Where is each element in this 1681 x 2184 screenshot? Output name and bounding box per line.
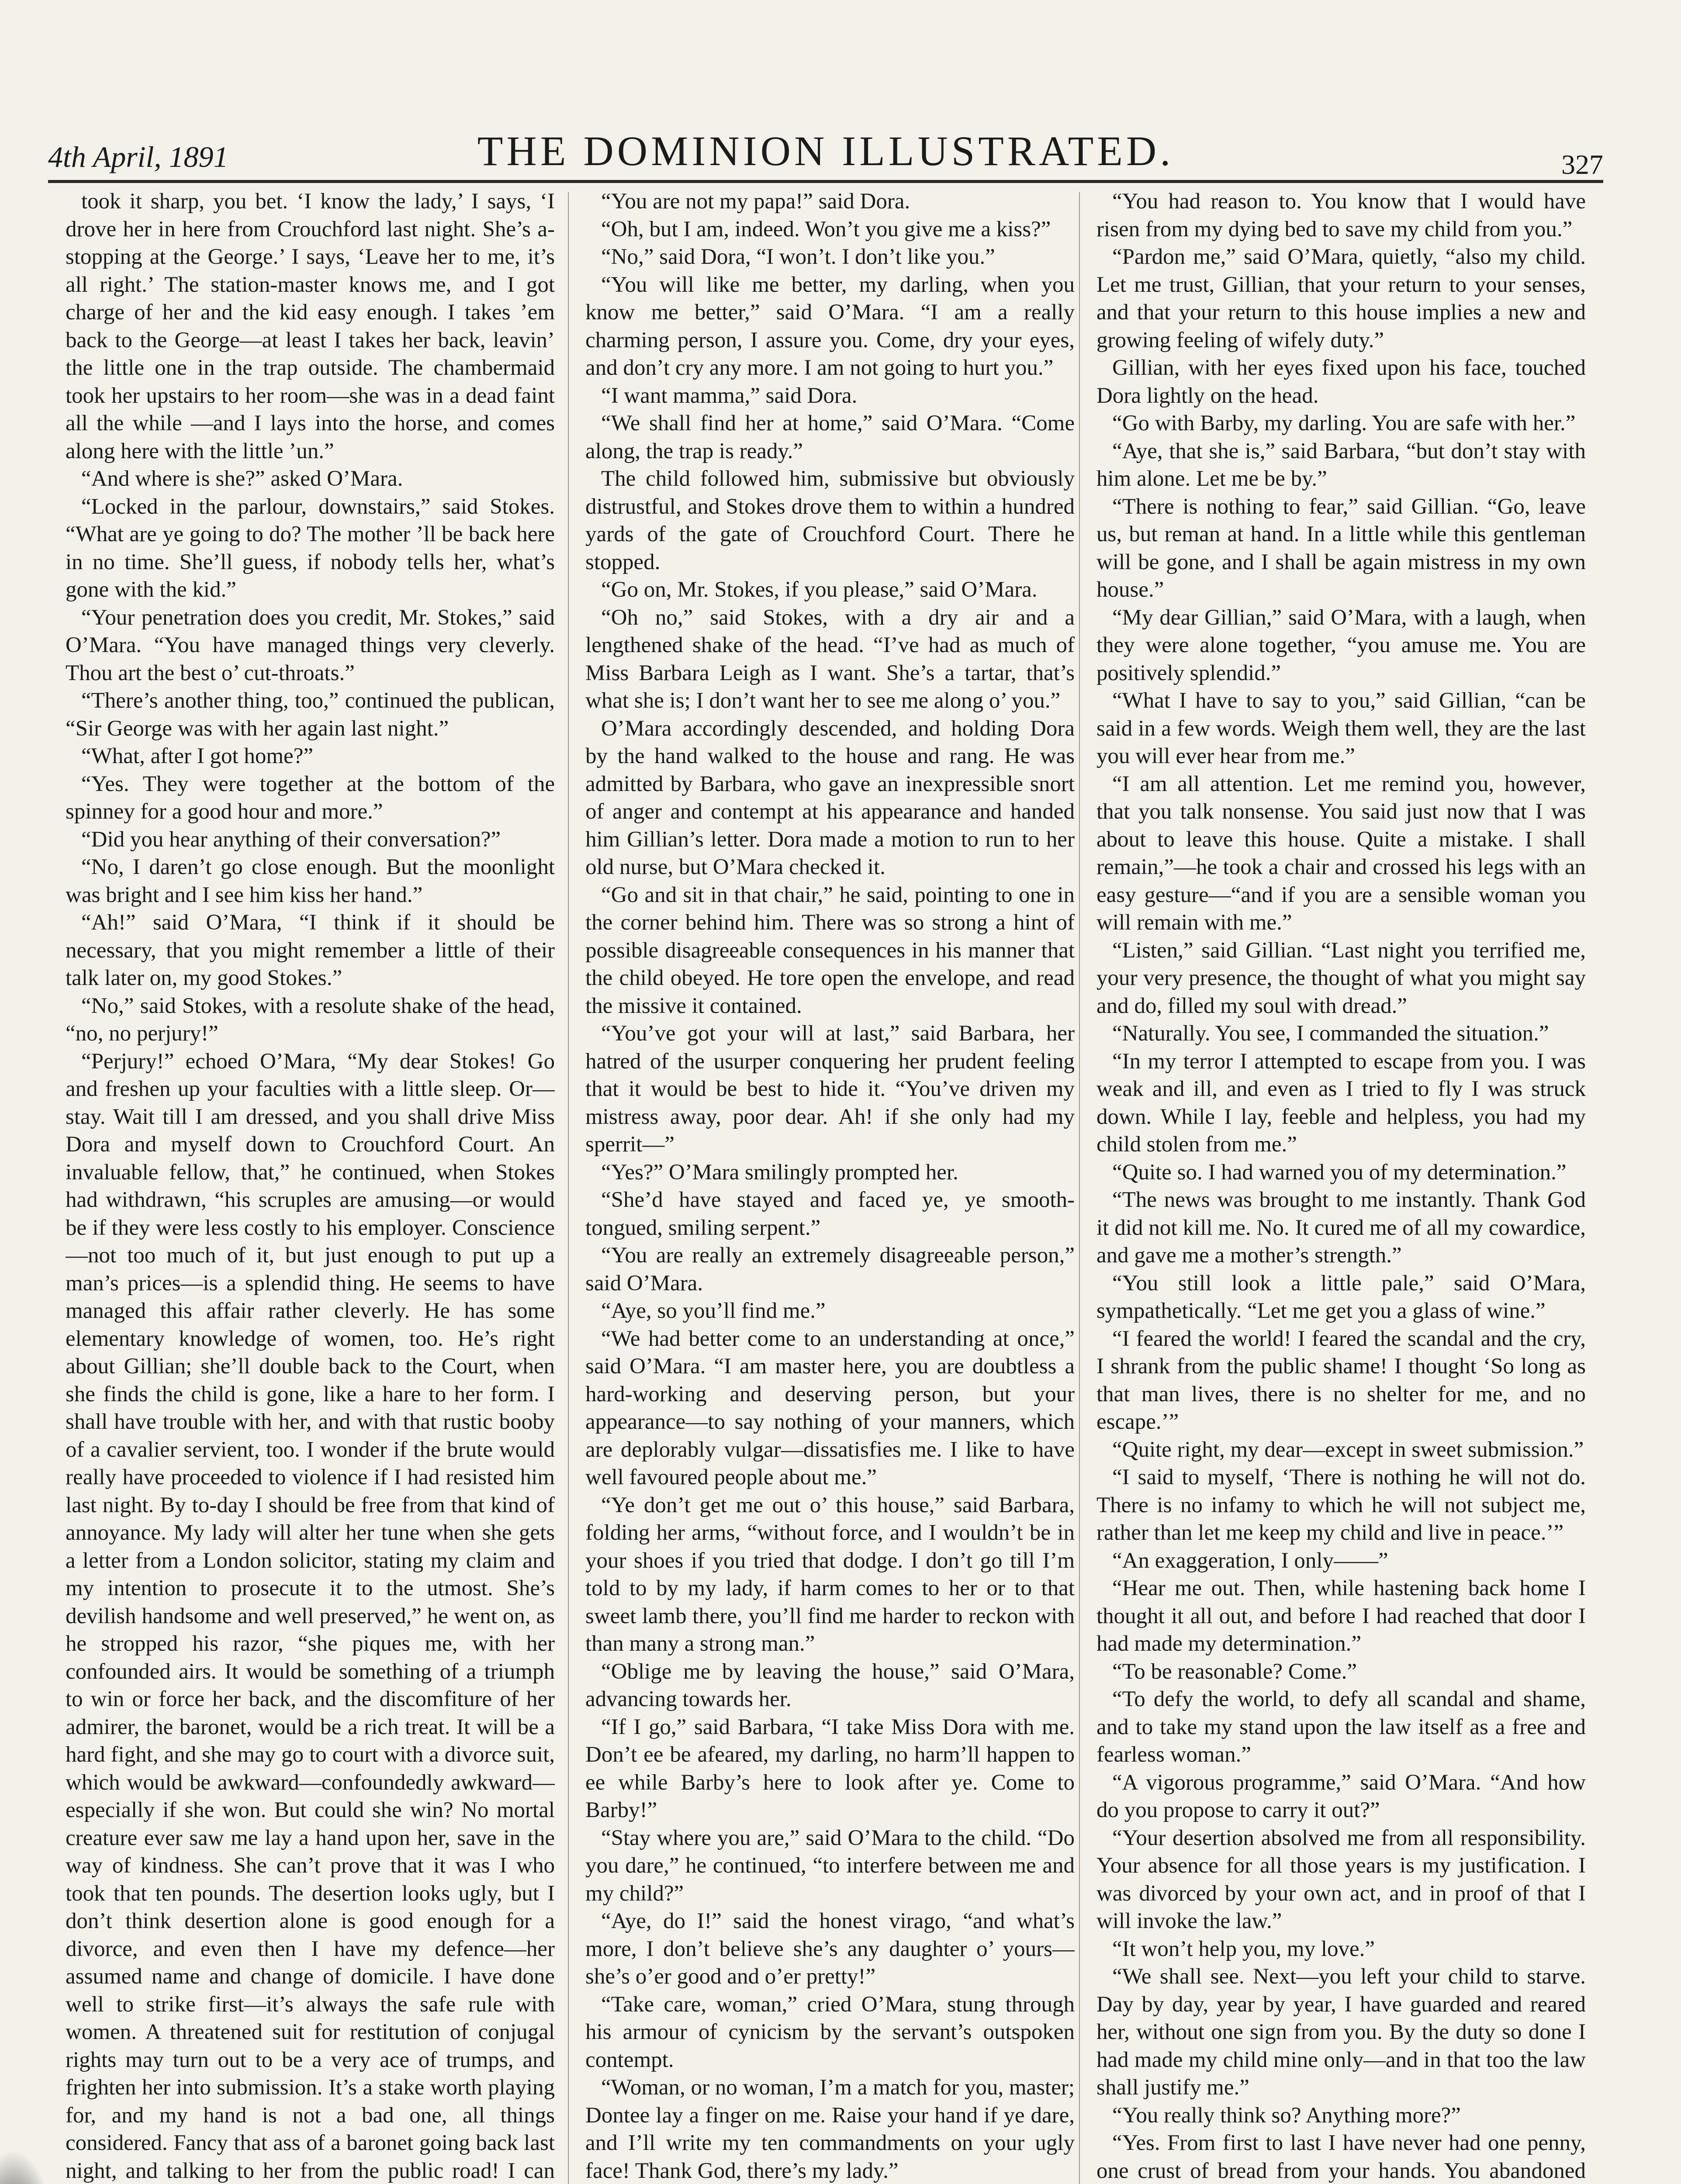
paragraph: “Aye, so you’ll find me.”	[601, 1299, 826, 1323]
paragraph: “Your penetration does you credit, Mr. Stokes,” said O’Mara. “You have managed things very cleverly. Thou art the best o’ cut-throats.”	[66, 605, 555, 685]
paragraph: “Oh no,” said Stokes, with a dry air and a lengthened shake of the head. “I’ve had as much of Miss Barbara Leigh as I want. She’s a tartar, that’s what she is; I don’t want her to see me along o’ you.”	[585, 605, 1075, 713]
paragraph: “Quite right, my dear—except in sweet submission.”	[1112, 1437, 1584, 1462]
paragraph: “Ah!” said O’Mara, “I think if it should be necessary, that you might remember a little of their talk later on, my good Stokes.”	[66, 910, 555, 990]
text-column-1	[66, 188, 555, 2184]
paragraph: “We had better come to an understanding at once,” said O’Mara. “I am master here, you are doubtless a hard-working and deserving person, but your appearance—to say nothing of your manners, which are deplorably vulgar—dissatisfies me. I like to have well favoured people about me.”	[585, 1326, 1075, 1489]
paragraph: “We shall see. Next—you left your child to starve. Day by day, year by year, I have guarded and reared her, without one sign from you. By the duty so done I had made my child mine only—and in that too the law shall justify me.”	[1096, 1964, 1586, 2100]
paragraph: “Yes. They were together at the bottom of the spinney for a good hour and more.”	[66, 771, 555, 824]
text-column-2	[585, 188, 1075, 2184]
paragraph: “You had reason to. You know that I would have risen from my dying bed to save my child from you.”	[1096, 189, 1586, 242]
paragraph: “There’s another thing, too,” continued the publican, “Sir George was with her again last night.”	[66, 688, 555, 741]
paragraph: Gillian, with her eyes fixed upon his face, touched Dora lightly on the head.	[1096, 356, 1586, 408]
paragraph: “If I go,” said Barbara, “I take Miss Dora with me. Don’t ee be afeared, my darling, no harm’ll happen to ee while Barby’s here to look after ye. Come to Barby!”	[585, 1714, 1075, 1822]
paragraph: “I feared the world! I feared the scandal and the cry, I shrank from the public shame! I thought ‘So long as that man lives, there is no shelter for me, and no escape.’”	[1096, 1326, 1586, 1434]
paragraph: “Your desertion absolved me from all responsibility. Your absence for all those years is my justification. I was divorced by your own act, and in proof of that I will invoke the law.”	[1096, 1825, 1586, 1933]
paragraph: “Listen,” said Gillian. “Last night you terrified me, your very presence, the thought of what you might say and do, filled my soul with dread.”	[1096, 938, 1586, 1018]
paragraph: “You will like me better, my darling, when you know me better,” said O’Mara. “I am a really charming person, I assure you. Come, dry your eyes, and don’t cry any more. I am not going to hurt you.”	[585, 272, 1075, 380]
paragraph: “Pardon me,” said O’Mara, quietly, “also my child. Let me trust, Gillian, that your return to your senses, and that your return to this house implies a new and growing feeling of wifely duty.”	[1096, 245, 1586, 352]
page-number: 327	[1561, 149, 1603, 180]
paragraph: “My dear Gillian,” said O’Mara, with a laugh, when they were alone together, “you amuse me. You are positively splendid.”	[1096, 605, 1586, 685]
paragraph: “You still look a little pale,” said O’Mara, sympathetically. “Let me get you a glass of wine.”	[1096, 1271, 1586, 1323]
paragraph: “And where is she?” asked O’Mara.	[81, 467, 403, 491]
paragraph: “Take care, woman,” cried O’Mara, stung through his armour of cynicism by the servant’s outspoken contempt.	[585, 1992, 1075, 2072]
paragraph: “In my terror I attempted to escape from you. I was weak and ill, and even as I tried to fly I was struck down. While I lay, feeble and helpless, you had my child stolen from me.”	[1096, 1049, 1586, 1157]
paragraph: The child followed him, submissive but obviously distrustful, and Stokes drove them to within a hundred yards of the gate of Crouchford Court. There he stopped.	[585, 467, 1075, 574]
paragraph: “Go with Barby, my darling. You are safe with her.”	[1112, 411, 1576, 435]
page-header	[48, 127, 1603, 183]
paragraph: “I want mamma,” said Dora.	[601, 383, 858, 408]
paragraph: “Aye, do I!” said the honest virago, “and what’s more, I don’t believe she’s any daughter o’ yours—she’s o’er good and o’er pretty!”	[585, 1909, 1075, 1989]
paragraph: “Quite so. I had warned you of my determination.”	[1112, 1160, 1567, 1185]
publication-title: THE DOMINION ILLUSTRATED.	[477, 128, 1174, 174]
paragraph: “Go and sit in that chair,” he said, pointing to one in the corner behind him. There was so strong a hint of possible disagreeable consequences in his manner that the child obeyed. He tore open the envelope, and read the missive it contained.	[585, 882, 1075, 1018]
paragraph: “To defy the world, to defy all scandal and shame, and to take my stand upon the law itself as a free and fearless woman.”	[1096, 1687, 1586, 1767]
paragraph: “No, I daren’t go close enough. But the moonlight was bright and I see him kiss her hand.”	[66, 855, 555, 907]
paragraph: “We shall find her at home,” said O’Mara. “Come along, the trap is ready.”	[585, 411, 1075, 463]
paragraph: “You are not my papa!” said Dora.	[601, 189, 910, 214]
paragraph: “Naturally. You see, I commanded the situation.”	[1112, 1021, 1549, 1046]
column-divider	[1079, 192, 1080, 2184]
paragraph: “Stay where you are,” said O’Mara to the child. “Do you dare,” he continued, “to interfere between me and my child?”	[585, 1825, 1075, 1906]
issue-date: 4th April, 1891	[48, 140, 228, 173]
paragraph: “Did you hear anything of their conversation?”	[81, 827, 501, 852]
paragraph: “You really think so? Anything more?”	[1112, 2103, 1461, 2128]
paragraph: “Woman, or no woman, I’m a match for you, master; Dontee lay a finger on me. Raise your hand if ye dare, and I’ll write my ten commandments on your ugly face! Thank God, there’s my lady.”	[585, 2075, 1075, 2183]
text-column-3	[1096, 188, 1586, 2184]
paragraph: “Aye, that she is,” said Barbara, “but don’t stay with him alone. Let me be by.”	[1096, 439, 1586, 491]
paragraph: “To be reasonable? Come.”	[1112, 1659, 1357, 1684]
paragraph: “No,” said Stokes, with a resolute shake of the head, “no, no perjury!”	[66, 993, 555, 1046]
paragraph: “I am all attention. Let me remind you, however, that you talk nonsense. You said just now that I was about to leave this house. Quite a mistake. I shall remain,”—he took a chair and crossed his legs with an easy gesture—“and if you are a sensible woman you will remain with me.”	[1096, 771, 1586, 935]
paragraph: “What I have to say to you,” said Gillian, “can be said in a few words. Weigh them well, they are the last you will ever hear from me.”	[1096, 688, 1586, 768]
paragraph: “What, after I got home?”	[81, 744, 313, 768]
paragraph: “Hear me out. Then, while hastening back home I thought it all out, and before I had reached that door I had made my determination.”	[1096, 1576, 1586, 1656]
paragraph: “An exaggeration, I only——”	[1112, 1548, 1388, 1573]
paragraph: “Yes?” O’Mara smilingly prompted her.	[601, 1160, 958, 1185]
paragraph: “Go on, Mr. Stokes, if you please,” said O’Mara.	[601, 577, 1038, 602]
paragraph: “The news was brought to me instantly. Thank God it did not kill me. No. It cured me of all my cowardice, and gave me a mother’s strength.”	[1096, 1188, 1586, 1268]
column-divider	[568, 192, 569, 2184]
paragraph: “Locked in the parlour, downstairs,” said Stokes. “What are ye going to do? The mother ’ll be back here in no time. She’ll guess, if nobody tells her, what’s gone with the kid.”	[66, 494, 555, 602]
scan-edge-smudge	[0, 2149, 66, 2184]
paragraph: “Oh, but I am, indeed. Won’t you give me a kiss?”	[601, 217, 1051, 242]
paragraph: “You’ve got your will at last,” said Barbara, her hatred of the usurper conquering her prudent feeling that it would be best to hide it. “You’ve driven my mistress away, poor dear. Ah! if she only had my sperrit—”	[585, 1021, 1075, 1157]
paragraph: “There is nothing to fear,” said Gillian. “Go, leave us, but reman at hand. In a little while this gentleman will be gone, and I shall be again mistress in my own house.”	[1096, 494, 1586, 602]
paragraph: O’Mara accordingly descended, and holding Dora by the hand walked to the house and rang. He was admitted by Barbara, who gave an inexpressible snort of anger and contempt at his appearance and handed him Gillian’s letter. Dora made a motion to run to her old nurse, but O’Mara checked it.	[585, 716, 1075, 879]
paragraph: “You are really an extremely disagreeable person,” said O’Mara.	[585, 1243, 1075, 1296]
paragraph: “She’d have stayed and faced ye, ye smooth-tongued, smiling serpent.”	[585, 1188, 1075, 1240]
paragraph: took it sharp, you bet. ‘I know the lady,’ I says, ‘I drove her in here from Crouchford last night. She’s a-stopping at the George.’ I says, ‘Leave her to me, it’s all right.’ The station-master knows me, and I got charge of her and the kid easy enough. I takes ’em back to the George—at least I takes her back, leavin’ the little one in the trap outside. The chambermaid took her upstairs to her room—she was in a dead faint all the while —and I lays into the horse, and comes along here with the little ’un.”	[66, 189, 555, 463]
paragraph: “Oblige me by leaving the house,” said O’Mara, advancing towards her.	[585, 1659, 1075, 1711]
paragraph: “Perjury!” echoed O’Mara, “My dear Stokes! Go and freshen up your faculties with a little sleep. Or—stay. Wait till I am dressed, and you shall drive Miss Dora and myself down to Crouchford Court. An invaluable fellow, that,” he continued, when Stokes had withdrawn, “his scruples are amusing—or would be if they were less costly to his employer. Conscience—not too much of it, but just enough to put up a man’s prices—is a splendid thing. He seems to have managed this affair rather cleverly. He has some elementary knowledge of women, too. He’s right about Gillian; she’ll double back to the Court, when she finds the child is gone, like a hare to her form. I shall have trouble with her, and with that rustic booby of a cavalier servient, too. I wonder if the brute would really have proceeded to violence if I had resisted him last night. By to-day I should be free from that kind of annoyance. My lady will alter her tune when she gets a letter from a London solicitor, stating my claim and my intention to prosecute it to the utmost. She’s devilish handsome and well preserved,” he went on, as he stropped his razor, “she piques me, with her confounded airs. It would be something of a triumph to win or force her back, and the discomfiture of her admirer, the baronet, would be a rich treat. It will be a hard fight, and she may go to court with a divorce suit, which would be awkward—confoundedly awkward—especially if she won. But could she win? No mortal creature ever saw me lay a hand upon her, save in the way of kindness. She can’t prove that it was I who took that ten pounds. The desertion looks ugly, but I don’t think desertion alone is good enough for a divorce, and even then I have my defence—her assumed name and change of domicile. I have done well to strike first—it’s always the safe rule with women. A threatened suit for restitution of conjugal rights may turn out to be a very ace of trumps, and frighten her into submission. It’s a stake worth playing for, and my hand is not a bad one, all things considered. Fancy that ass of a baronet going back last night, and talking to her from the public road! I can	[66, 1049, 555, 2183]
paragraph: “I said to myself, ‘There is nothing he will not do. There is no infamy to which he will not subject me, rather than let me keep my child and live in peace.’”	[1096, 1465, 1586, 1545]
header-rule	[48, 180, 1603, 183]
paragraph: “No,” said Dora, “I won’t. I don’t like you.”	[601, 245, 995, 269]
paragraph: “Yes. From first to last I have never had one penny, one crust of bread from your hands. You abandoned	[1096, 2131, 1586, 2183]
paragraph: “Ye don’t get me out o’ this house,” said Barbara, folding her arms, “without force, and I wouldn’t be in your shoes if you tried that dodge. I don’t go till I’m told to by my lady, if harm comes to her or to that sweet lamb there, you’ll find me harder to reckon with than many a strong man.”	[585, 1493, 1075, 1656]
paragraph: “A vigorous programme,” said O’Mara. “And how do you propose to carry it out?”	[1096, 1770, 1586, 1822]
paragraph: “It won’t help you, my love.”	[1112, 1936, 1375, 1961]
